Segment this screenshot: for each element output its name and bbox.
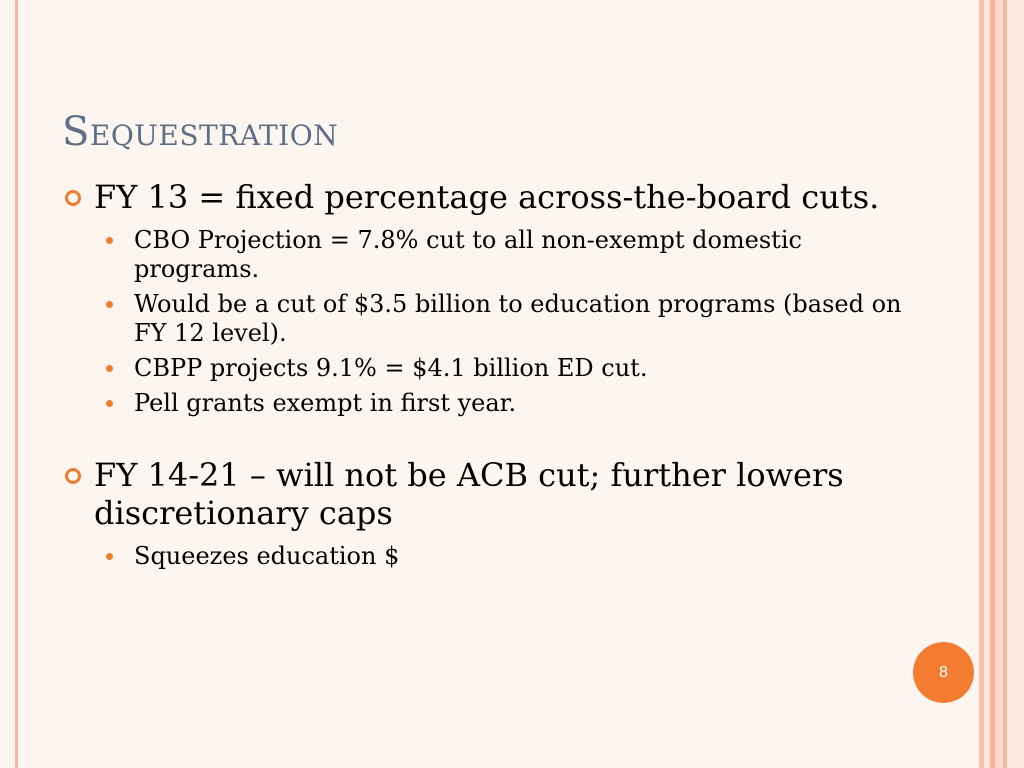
bullet-text: FY 14-21 – will not be ACB cut; further lowers discretionary caps xyxy=(94,456,844,532)
bullet-level2 xyxy=(62,389,912,418)
right-decorative-stripe xyxy=(995,0,1003,768)
dot-bullet-icon xyxy=(106,237,113,244)
bullet-level2 xyxy=(62,542,912,571)
bullet-level2 xyxy=(62,354,912,383)
dot-bullet-icon xyxy=(106,365,113,372)
bullet-level2 xyxy=(62,290,912,348)
bullet-level1 xyxy=(62,456,912,532)
bullet-text: CBPP projects 9.1% = $4.1 billion ED cut. xyxy=(134,354,648,382)
bullet-text: Squeezes education $ xyxy=(134,542,400,570)
slide-body xyxy=(62,178,912,571)
ring-bullet-icon xyxy=(65,468,81,484)
right-decorative-stripe xyxy=(1007,0,1024,768)
bullet-level2 xyxy=(62,226,912,284)
ring-bullet-icon xyxy=(65,190,81,206)
dot-bullet-icon xyxy=(106,553,113,560)
slide-title: Sequestration xyxy=(62,109,339,155)
page-number-badge: 8 xyxy=(913,642,974,703)
bullet-text: FY 13 = fixed percentage across-the-board cuts. xyxy=(94,178,880,216)
dot-bullet-icon xyxy=(106,400,113,407)
dot-bullet-icon xyxy=(106,301,113,308)
bullet-text: Would be a cut of $3.5 billion to education programs (based on FY 12 level). xyxy=(134,290,902,347)
bullet-text: Pell grants exempt in first year. xyxy=(134,389,517,417)
bullet-level1 xyxy=(62,178,912,216)
bullet-text: CBO Projection = 7.8% cut to all non-exempt domestic programs. xyxy=(134,226,802,283)
left-decorative-stripe xyxy=(15,0,18,768)
